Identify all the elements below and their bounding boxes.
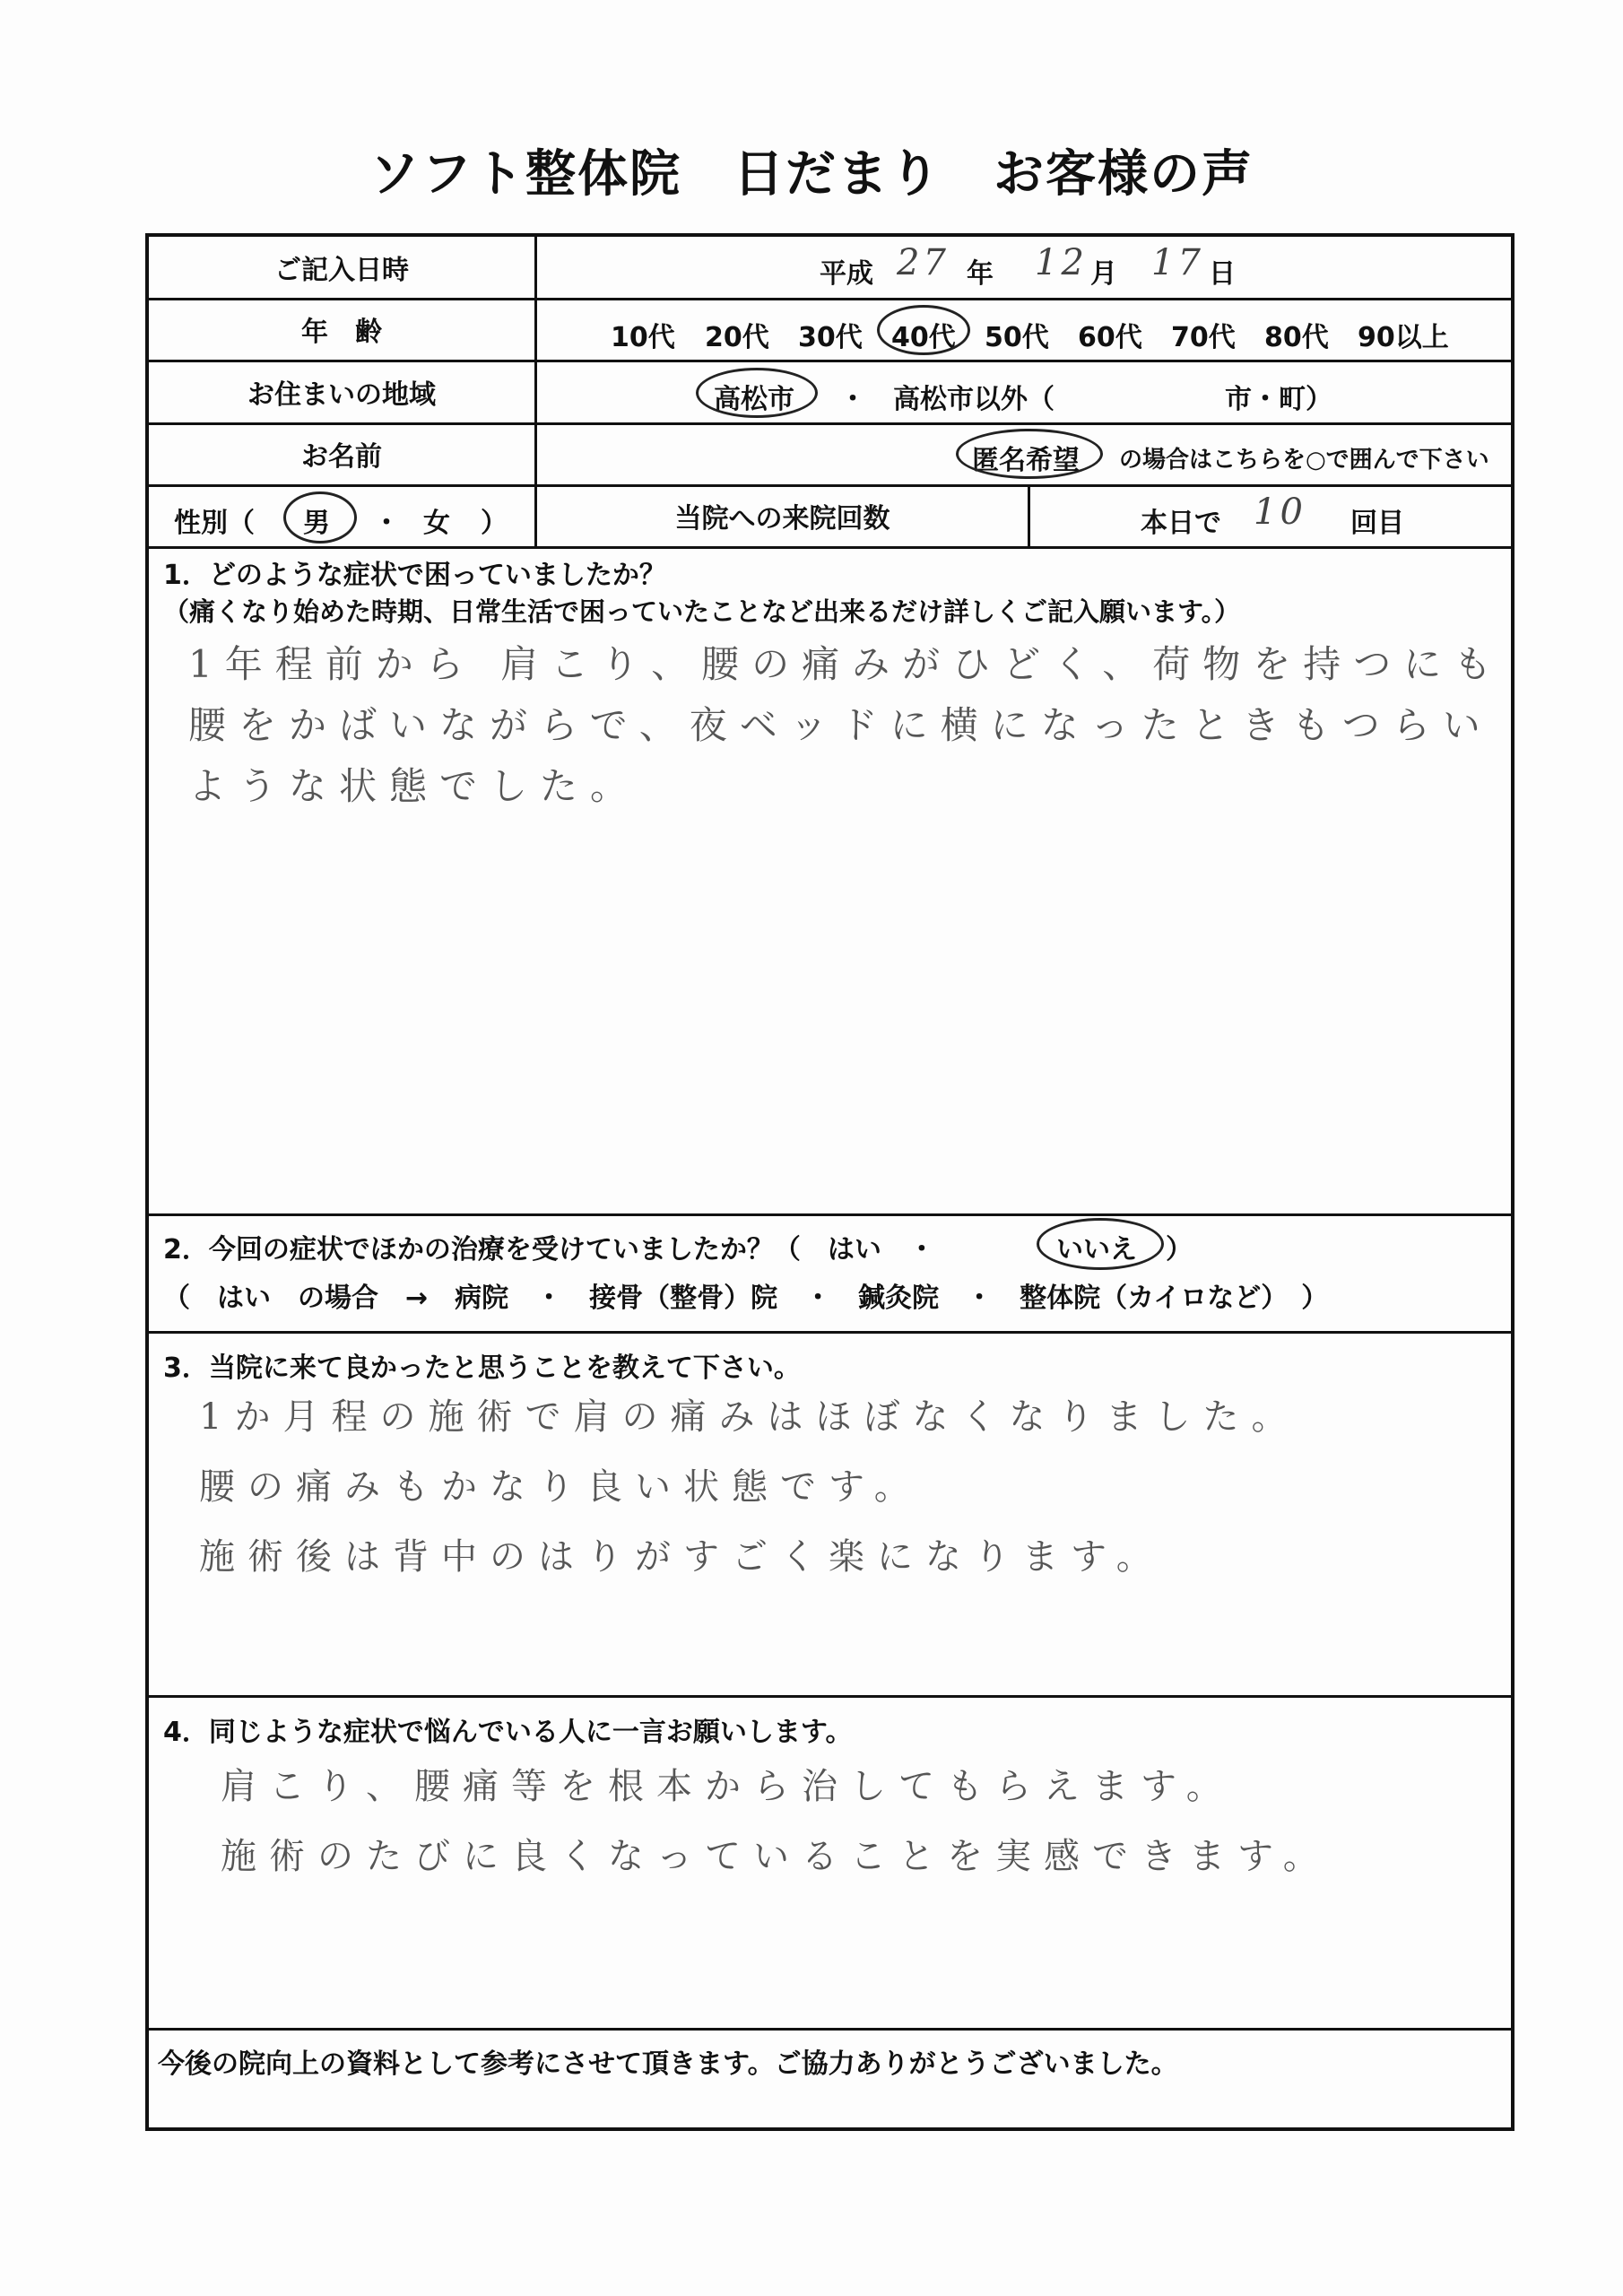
answer-1-line: 1年程前から 肩こり、腰の痛みがひどく、荷物を持つにも <box>188 642 1505 686</box>
visits-prefix: 本日で <box>1141 508 1221 539</box>
row-divider <box>149 1695 1511 1698</box>
answer-4-line: 肩こり、腰痛等を根本から治してもらえます。 <box>221 1766 1235 1807</box>
visits-label: 当院への来院回数 <box>674 503 890 535</box>
selection-circle <box>956 429 1103 479</box>
question-2: 2．今回の症状でほかの治療を受けていましたか？（ はい ・ <box>163 1234 935 1265</box>
date-label: ご記入日時 <box>274 255 409 286</box>
footer-note: 今後の院向上の資料として参考にさせて頂きます。ご協力ありがとうございました。 <box>158 2048 1178 2080</box>
age-option: 70代 <box>1171 322 1236 353</box>
answer-3-line: 施術後は背中のはりがすごく楽になります。 <box>199 1536 1165 1578</box>
day-unit: 日 <box>1209 258 1236 290</box>
gender-female: 女 <box>423 508 450 539</box>
answer-1-line: 腰をかばいながらで、夜ベッドに横になったときもつらい <box>188 703 1493 747</box>
month-value: 12 <box>1035 242 1088 283</box>
age-option: 80代 <box>1264 322 1329 353</box>
row-divider <box>149 1213 1511 1216</box>
answer-2-no: いいえ <box>1056 1234 1137 1265</box>
year-value: 27 <box>897 242 950 283</box>
row-divider <box>149 1331 1511 1334</box>
question-1-note: （痛くなり始めた時期、日常生活で困っていたことなど出来るだけ詳しくご記入願います。） <box>163 596 1241 627</box>
gender-prefix: 性別（ <box>174 508 255 539</box>
name-label: お名前 <box>301 441 382 473</box>
answer-3-line: 1か月程の施術で肩の痛みはほぼなくなりました。 <box>199 1396 1300 1438</box>
age-label: 年 齢 <box>301 317 382 348</box>
selection-circle <box>877 305 970 355</box>
question-3: 3．当院に来て良かったと思うことを教えて下さい。 <box>163 1352 801 1384</box>
year-unit: 年 <box>967 258 994 290</box>
age-option: 90以上 <box>1358 322 1449 353</box>
row-divider <box>149 546 1511 549</box>
survey-form <box>145 233 1515 2131</box>
anonymous-option: 匿名希望 <box>972 445 1080 476</box>
gender-suffix: ） <box>481 508 508 539</box>
day-value: 17 <box>1151 242 1204 283</box>
area-option-other-suffix: 市・町） <box>1225 384 1332 415</box>
question-1: 1．どのような症状で困っていましたか？ <box>163 560 666 591</box>
visits-count: 10 <box>1254 491 1306 533</box>
month-unit: 月 <box>1090 258 1117 290</box>
age-option-selected: 40代 <box>891 322 956 353</box>
row-divider <box>149 2028 1511 2031</box>
answer-1-line: ような状態でした。 <box>188 764 641 808</box>
anonymous-note: の場合はこちらを○で囲んで下さい <box>1119 447 1489 474</box>
area-separator: ・ <box>839 384 866 415</box>
visits-suffix: 回目 <box>1350 508 1404 539</box>
era-label: 平成 <box>820 258 873 290</box>
area-label: お住まいの地域 <box>247 378 436 411</box>
gender-separator: ・ <box>373 508 400 539</box>
gender-male: 男 <box>303 508 330 539</box>
age-option: 10代 <box>611 322 675 353</box>
age-option: 50代 <box>985 322 1049 353</box>
age-option: 20代 <box>705 322 769 353</box>
selection-circle <box>1037 1218 1164 1270</box>
area-option-takamatsu: 高松市 <box>714 384 794 415</box>
question-2-close: ） <box>1166 1234 1193 1265</box>
question-2-detail: （ はい の場合 → 病院 ・ 接骨（整骨）院 ・ 鍼灸院 ・ 整体院（カイロなど） ） <box>163 1283 1329 1314</box>
column-divider <box>1028 484 1030 546</box>
question-4: 4．同じような症状で悩んでいる人に一言お願いします。 <box>163 1717 853 1748</box>
selection-circle <box>696 368 818 418</box>
selection-circle <box>283 491 357 544</box>
answer-3-line: 腰の痛みもかなり良い状態です。 <box>199 1466 923 1508</box>
age-option: 60代 <box>1078 322 1142 353</box>
page-title: ソフト整体院 日だまり お客様の声 <box>369 145 1254 204</box>
answer-4-line: 施術のたびに良くなっていることを実感できます。 <box>221 1836 1332 1877</box>
age-option: 30代 <box>798 322 863 353</box>
area-option-other: 高松市以外（ <box>893 384 1055 415</box>
